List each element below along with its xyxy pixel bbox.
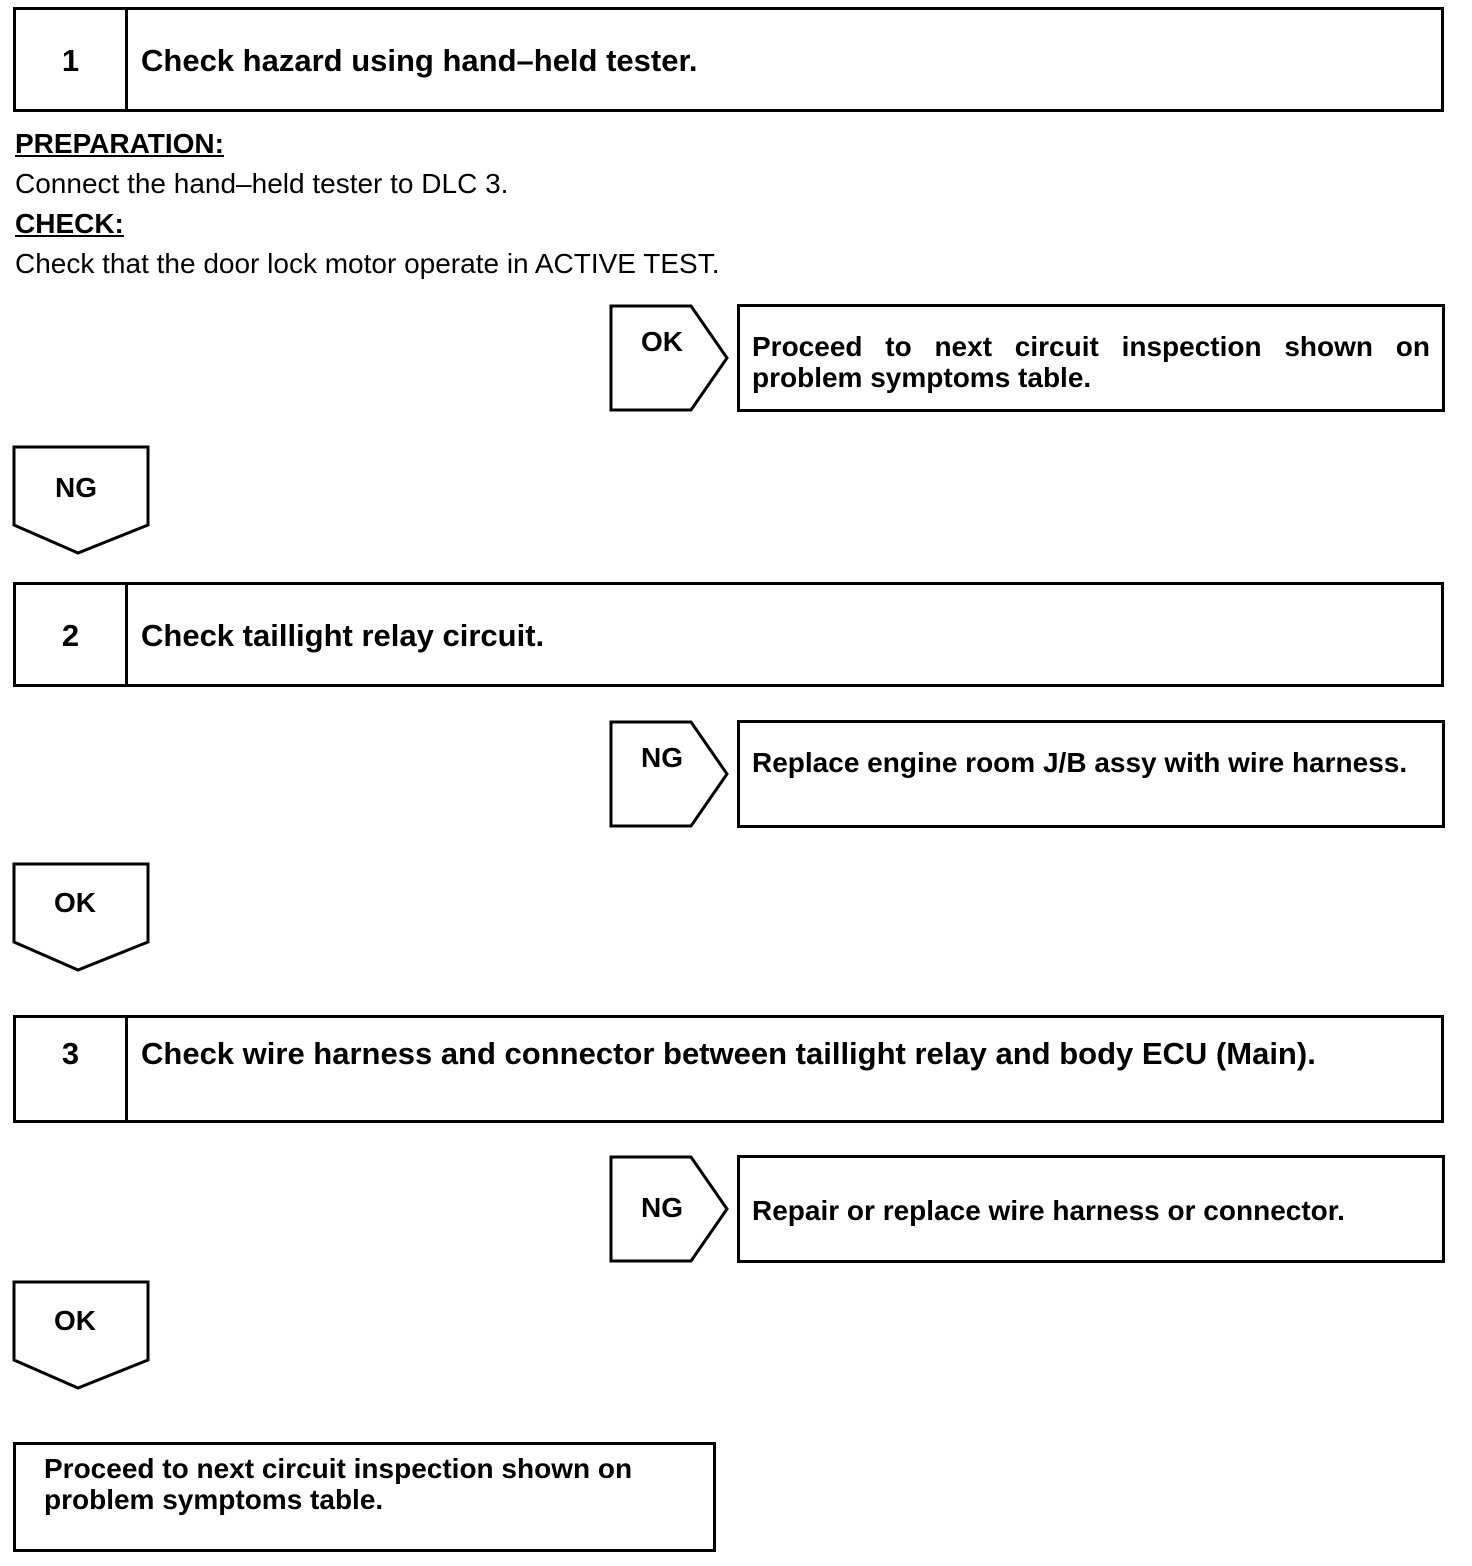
step-2-title: Check taillight relay circuit. [141,618,545,653]
ok-right-label: OK [641,326,683,357]
preparation-label: PREPARATION: [15,128,224,159]
preparation-text: Connect the hand–held tester to DLC 3. [15,168,509,199]
ok-down-label: OK [54,887,96,918]
step-2-number: 2 [16,585,128,684]
step-3-box [13,1015,1444,1123]
step-3-title: Check wire harness and connector between taillight relay and body ECU (Main). [141,1036,1316,1071]
ng-result-box [737,720,1445,828]
final-result-box [13,1442,716,1552]
final-result-text: Proceed to next circuit inspection shown on problem symptoms table. [44,1453,633,1515]
step-1-box [13,7,1444,112]
ng-right-arrow [609,720,734,830]
check-label: CHECK: [15,208,124,239]
step-1-title: Check hazard using hand–held tester. [141,43,698,78]
step-1-number: 1 [16,10,128,109]
ng-right-label: NG [641,742,683,773]
ok-down-label-2: OK [54,1305,96,1336]
repair-result-box [737,1155,1445,1263]
ok-result-box [737,304,1445,412]
ng-result-text: Replace engine room J/B assy with wire harness. [752,747,1408,778]
step-2-box [13,582,1444,687]
ok-right-arrow [609,304,734,414]
step-3-number: 3 [16,1018,128,1120]
ok-result-text: Proceed to next circuit inspection shown on problem symptoms table. [752,331,1430,393]
ng-down-label: NG [55,472,97,503]
check-text: Check that the door lock motor operate in ACTIVE TEST. [15,248,720,279]
ng-right-label-2: NG [641,1192,683,1223]
repair-result-text: Repair or replace wire harness or connector. [752,1195,1345,1226]
